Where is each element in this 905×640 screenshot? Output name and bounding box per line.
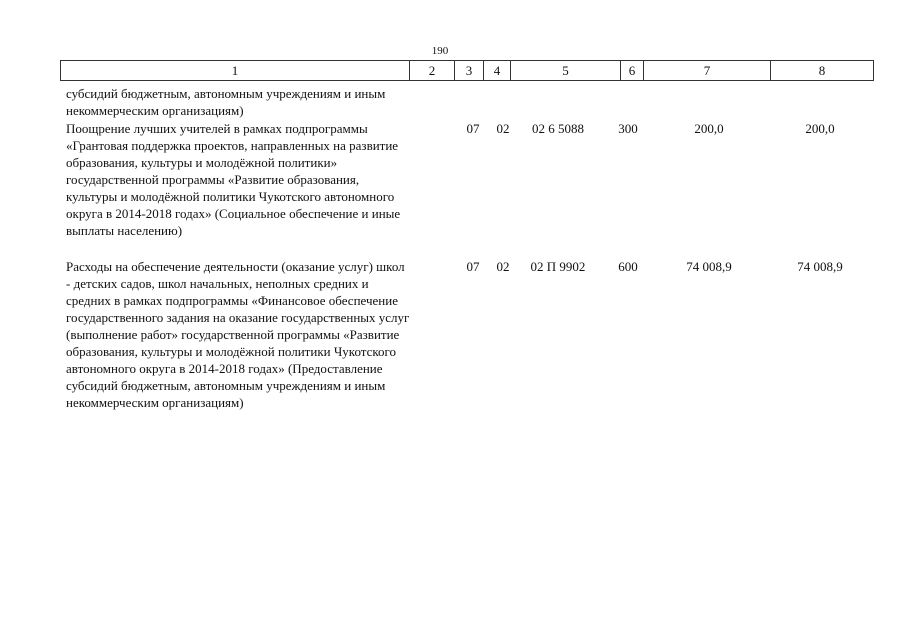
- column-header-4: 4: [484, 61, 511, 81]
- section-code: 07: [466, 121, 480, 136]
- column-header-1: 1: [61, 61, 410, 81]
- page-number: 190: [431, 45, 449, 57]
- row-description: Поощрение лучших учителей в рамках подпрограммы «Грантовая поддержка проектов, направленных на развитие образования, культуры и молодёжной политики» государственной программы «Развитие образования, культуры и молодёжной политики Чукотского автономного округа в 2014-2018 годах» (Социальное обеспечение и иные выплаты населению): [66, 121, 401, 238]
- amount-col8: 200,0: [805, 121, 835, 136]
- expense-type-code: 300: [618, 121, 638, 136]
- amount-col7: 74 008,9: [686, 259, 732, 274]
- expense-type-code: 600: [618, 259, 638, 274]
- subsection-code: 02: [496, 259, 510, 274]
- column-header-table: [60, 60, 874, 81]
- row-description: Расходы на обеспечение деятельности (оказание услуг) школ - детских садов, школ начальных, неполных средних и средних в рамках подпрограммы «Финансовое обеспечение государственного задания на оказание государственных услуг (выполнение работ» государственной программы «Развитие образования, культуры и молодёжной политики Чукотского автономного округа в 2014-2018 годах» (Предоставление субсидий бюджетным, автономным учреждениям и иным некоммерческим организациям): [66, 259, 410, 410]
- column-header-7: 7: [644, 61, 771, 81]
- column-header-row: [61, 61, 874, 81]
- target-article-code: 02 П 9902: [530, 259, 586, 274]
- row-description: субсидий бюджетным, автономным учреждениям и иным некоммерческим организациям): [66, 86, 386, 118]
- section-code: 07: [466, 259, 480, 274]
- column-header-6: 6: [621, 61, 644, 81]
- column-header-3: 3: [455, 61, 484, 81]
- amount-col8: 74 008,9: [797, 259, 843, 274]
- column-header-8: 8: [771, 61, 874, 81]
- target-article-code: 02 6 5088: [532, 121, 584, 136]
- column-header-2: 2: [410, 61, 455, 81]
- amount-col7: 200,0: [694, 121, 724, 136]
- column-header-5: 5: [511, 61, 621, 81]
- subsection-code: 02: [496, 121, 510, 136]
